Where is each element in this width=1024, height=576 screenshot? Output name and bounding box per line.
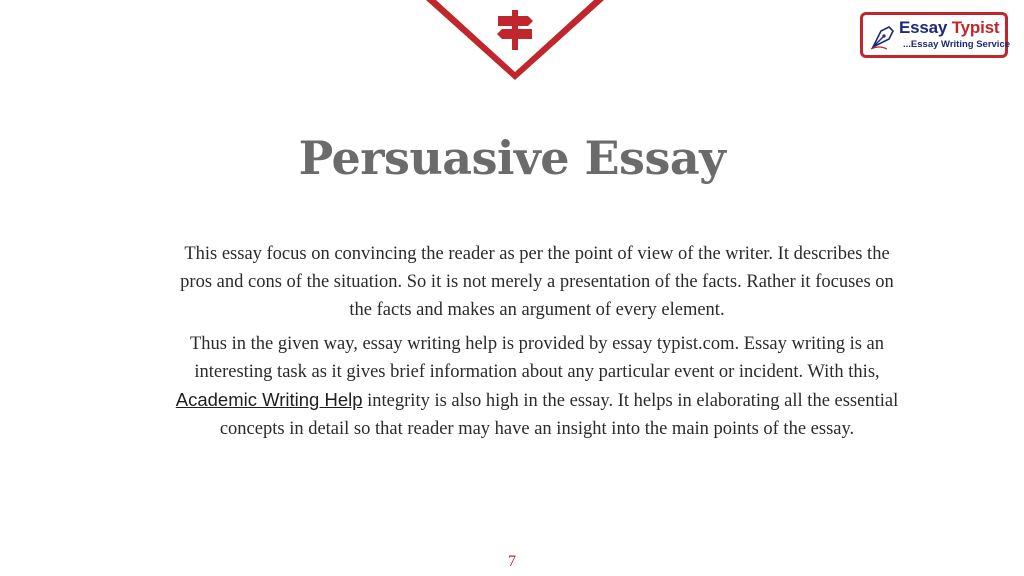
essay-typist-logo[interactable] — [860, 12, 1011, 58]
paragraph-1: This essay focus on convincing the reader as per the point of view of the writer. It describes the pros and cons of the situation. So it is not merely a presentation of the facts. Rather it focuses on the facts and makes an argument of every element. — [180, 244, 894, 320]
paragraph-2-text-after: integrity is also high in the essay. It helps in elaborating all the essential concepts in detail so that reader may have an insight into the main points of the essay. — [219, 391, 899, 439]
academic-writing-help-link[interactable]: Academic Writing Help — [175, 389, 363, 410]
logo-tagline: ...Essay Writing Service — [903, 39, 1011, 50]
logo-brand-word2: Typist — [951, 18, 1000, 37]
top-chevron-banner — [420, 0, 610, 84]
paragraph-2 — [170, 330, 904, 443]
slide-title: Persuasive Essay — [298, 131, 726, 185]
logo-brand-word1: Essay — [899, 18, 948, 37]
page-number: 7 — [508, 553, 516, 570]
paragraph-2-text-before: Thus in the given way, essay writing help is provided by essay typist.com. Essay writing is an interesting task as it gives brief information about any particular event or incident. With this, — [190, 334, 884, 382]
pen-nib-icon — [869, 21, 899, 51]
slide-body — [170, 240, 904, 449]
logo-brand-name — [899, 18, 999, 38]
